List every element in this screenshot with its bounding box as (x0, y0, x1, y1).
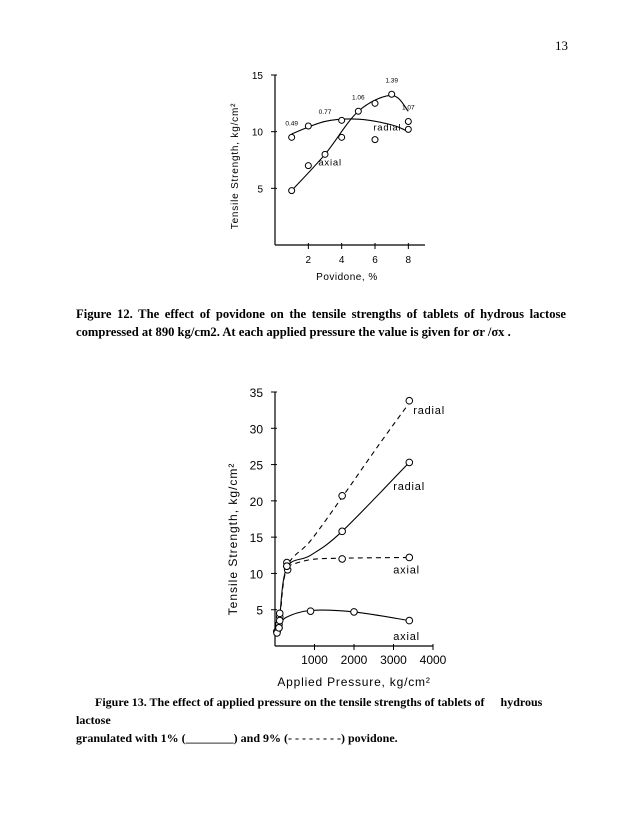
data-point-radial (289, 134, 295, 140)
series-label-radial: radial (373, 122, 402, 134)
data-point-axial (322, 151, 328, 157)
ratio-label: 1.06 (352, 94, 365, 102)
data-point-axial-solid (276, 617, 283, 624)
series-label-axial: axial (393, 564, 420, 577)
data-point-radial (405, 126, 411, 132)
figure-12-caption: Figure 12. The effect of povidone on the tensile strengths of tablets of hydrous lactose compressed at 890 kg/cm2. At each applied pressure the value is given for σr /σx . (76, 307, 566, 339)
data-point-axial-solid (307, 608, 314, 615)
data-point-radial-solid (339, 528, 346, 535)
y-axis-label: Tensile Strength, kg/cm² (226, 462, 240, 616)
data-point-axial (405, 118, 411, 124)
y-tick-label: 15 (251, 71, 263, 82)
data-point-axial-solid (351, 609, 358, 616)
x-tick-label: 4000 (419, 653, 447, 667)
figure-13-caption-line1-left: Figure 13. The effect of applied pressure on the tensile strengths of tablets of (95, 695, 485, 709)
series-line-radial-solid (280, 462, 410, 617)
x-tick-label: 2000 (340, 653, 368, 667)
ratio-label: 0.49 (285, 120, 298, 128)
data-point-radial-dashed (339, 492, 346, 499)
series-line-axial-solid (280, 610, 410, 624)
y-tick-label: 20 (249, 494, 263, 509)
data-point-axial (372, 100, 378, 106)
x-tick-label: 3000 (380, 653, 407, 667)
y-tick-label: 25 (249, 458, 263, 473)
y-tick-label: 5 (257, 184, 263, 196)
figure-13-caption-line1-right: hydrous lactose (76, 695, 543, 727)
ratio-label: 1.39 (385, 77, 398, 85)
figure-13-caption-line1 (76, 693, 571, 729)
y-tick-label: 10 (249, 567, 263, 582)
series-line-radial-dashed (280, 403, 410, 624)
series-label-axial: axial (318, 157, 342, 169)
data-point-radial-solid (406, 459, 413, 466)
data-point-axial (355, 108, 361, 114)
y-tick-label: 10 (251, 127, 263, 139)
y-tick-label: 5 (256, 603, 263, 618)
figure-13-caption (76, 693, 571, 747)
x-axis-label: Applied Pressure, kg/cm² (277, 675, 431, 689)
figure-13-caption-line2: granulated with 1% (________) and 9% (- - - - - - - -) povidone. (76, 731, 398, 745)
ratio-label: 0.77 (318, 109, 332, 116)
data-point-axial (289, 188, 295, 194)
data-point-radial-dashed (406, 397, 413, 404)
x-tick-label: 8 (405, 255, 412, 266)
data-point-axial-solid (406, 617, 413, 624)
y-tick-label: 15 (249, 531, 263, 546)
data-point-radial (305, 123, 311, 129)
page-number: 13 (555, 38, 568, 53)
data-point-radial (339, 117, 345, 123)
data-point-axial (339, 134, 345, 140)
series-label-radial: radial (393, 480, 425, 493)
series-line-axial-dashed (287, 557, 409, 566)
figure-13-chart (0, 370, 638, 690)
x-tick-label: 1000 (301, 653, 328, 667)
x-axis-label: Povidone, % (316, 272, 378, 283)
x-tick-label: 6 (372, 255, 378, 266)
x-tick-label: 2 (305, 255, 312, 266)
y-tick-label: 30 (249, 422, 263, 437)
series-label-axial: axial (393, 631, 420, 644)
data-point-radial-solid (276, 610, 283, 617)
data-point-axial (305, 163, 311, 169)
data-point-axial-dashed (284, 563, 291, 570)
ratio-label: 1.07 (402, 104, 415, 112)
series-label-radial: radial (413, 404, 445, 417)
data-point-axial-dashed (339, 556, 346, 563)
data-point-axial-dashed (406, 554, 413, 561)
data-point-axial-solid (276, 625, 283, 632)
series-line-axial (292, 95, 409, 190)
y-tick-label: 35 (249, 386, 263, 400)
data-point-radial (372, 137, 378, 143)
figure-12-chart (0, 0, 638, 300)
x-tick-label: 4 (338, 255, 345, 266)
data-point-axial (389, 91, 395, 97)
y-axis-label: Tensile Strength, kg/cm² (230, 102, 241, 230)
